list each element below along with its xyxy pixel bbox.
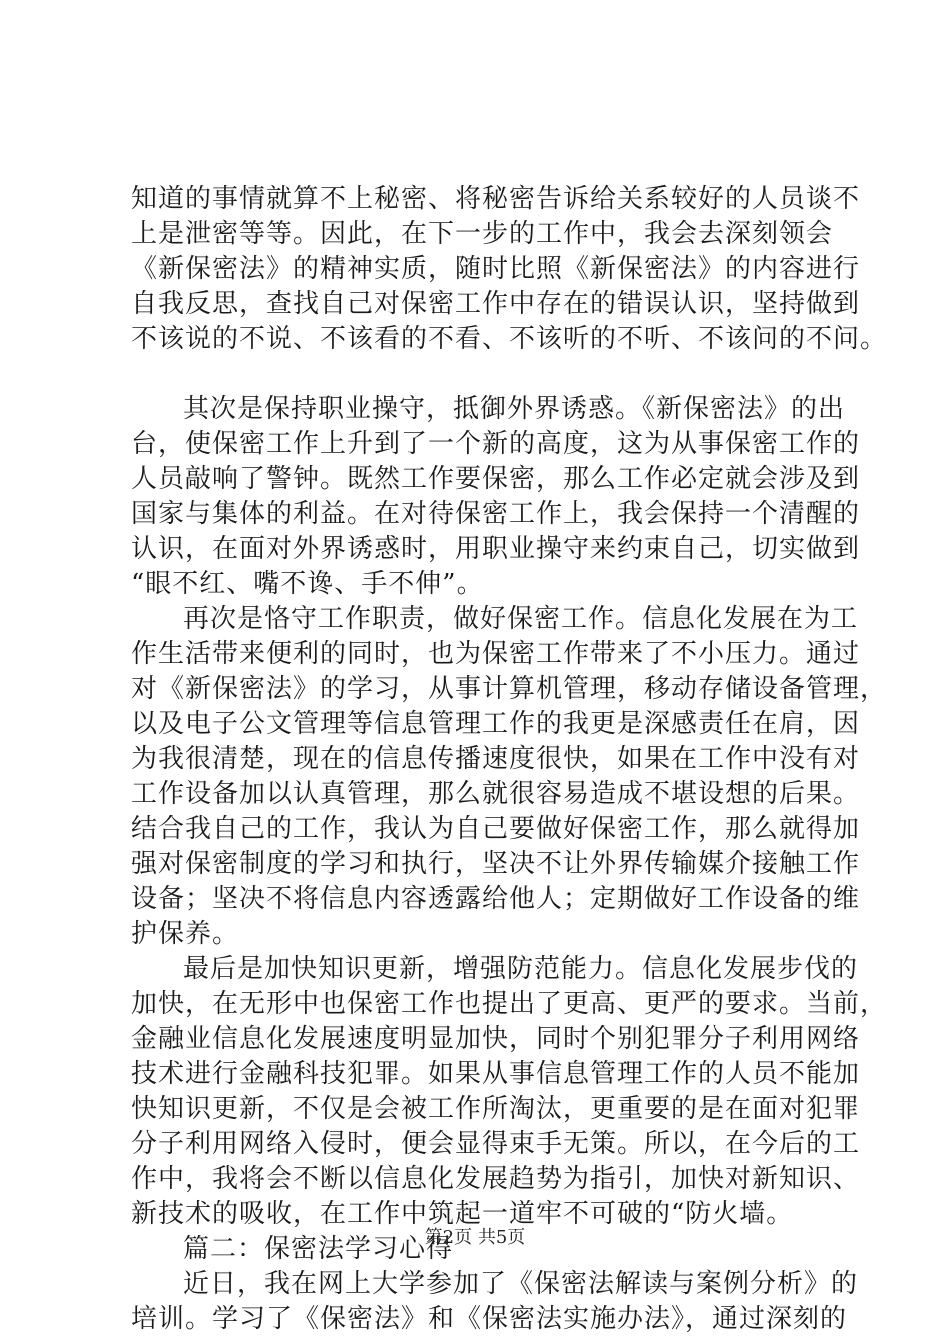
text-line: 培训。学习了《保密法》和《保密法实施办法》，通过深刻的 bbox=[131, 1304, 848, 1334]
text-line: “眼不红、嘴不谗、手不伸”。 bbox=[131, 569, 484, 599]
text-line: 技术进行金融科技犯罪。如果从事信息管理工作的人员不能加 bbox=[131, 1059, 861, 1089]
text-line: 不该说的不说、不该看的不看、不该听的不听、不该问的不问。 bbox=[131, 324, 888, 354]
text-line: 上是泄密等等。因此，在下一步的工作中，我会去深刻领会 bbox=[131, 219, 834, 249]
text-line: 加快，在无形中也保密工作也提出了更高、更严的要求。当前， bbox=[131, 989, 888, 1019]
document-body bbox=[131, 182, 888, 1337]
text-line: 新技术的吸收，在工作中筑起一道牢不可破的“防火墙。 bbox=[131, 1199, 794, 1229]
text-line: 为我很清楚，现在的信息传播速度很快，如果在工作中没有对 bbox=[131, 744, 861, 774]
text-line: 其次是保持职业操守，抵御外界诱惑。《新保密法》的出 bbox=[183, 394, 846, 424]
text-line: 人员敲响了警钟。既然工作要保密，那么工作必定就会涉及到 bbox=[131, 464, 861, 494]
text-line: 认识，在面对外界诱惑时，用职业操守来约束自己，切实做到 bbox=[131, 534, 861, 564]
text-line: 台，使保密工作上升到了一个新的高度，这为从事保密工作的 bbox=[131, 429, 861, 459]
text-line: 金融业信息化发展速度明显加快，同时个别犯罪分子利用网络 bbox=[131, 1024, 861, 1054]
text-line: 以及电子公文管理等信息管理工作的我更是深感责任在肩，因 bbox=[131, 709, 861, 739]
text-line: 设备；坚决不将信息内容透露给他人；定期做好工作设备的维 bbox=[131, 884, 861, 914]
text-line: 最后是加快知识更新，增强防范能力。信息化发展步伐的 bbox=[183, 954, 859, 984]
text-line: 再次是恪守工作职责，做好保密工作。信息化发展在为工 bbox=[183, 604, 859, 634]
text-line: 作生活带来便利的同时，也为保密工作带来了不小压力。通过 bbox=[131, 639, 861, 669]
text-line: 国家与集体的利益。在对待保密工作上，我会保持一个清醒的 bbox=[131, 499, 861, 529]
text-line: 工作设备加以认真管理，那么就很容易造成不堪设想的后果。 bbox=[131, 779, 861, 809]
text-line: 结合我自己的工作，我认为自己要做好保密工作，那么就得加 bbox=[131, 814, 861, 844]
text-line: 护保养。 bbox=[131, 919, 240, 949]
text-line: 知道的事情就算不上秘密、将秘密告诉给关系较好的人员谈不 bbox=[131, 184, 861, 214]
text-line: 《新保密法》的精神实质，随时比照《新保密法》的内容进行 bbox=[131, 254, 861, 284]
text-line: 分子利用网络入侵时，便会显得束手无策。所以，在今后的工 bbox=[131, 1129, 861, 1159]
text-line: 篇二：保密法学习心得 bbox=[183, 1234, 454, 1264]
text-line: 快知识更新，不仅是会被工作所淘汰，更重要的是在面对犯罪 bbox=[131, 1094, 861, 1124]
text-line: 近日，我在网上大学参加了《保密法解读与案例分析》的 bbox=[183, 1269, 859, 1299]
text-line: 自我反思，查找自己对保密工作中存在的错误认识，坚持做到 bbox=[131, 289, 861, 319]
page-footer: 第2页 共5页 bbox=[424, 1227, 526, 1248]
text-line: 作中，我将会不断以信息化发展趋势为指引，加快对新知识、 bbox=[131, 1164, 861, 1194]
text-line: 对《新保密法》的学习，从事计算机管理，移动存储设备管理， bbox=[131, 674, 888, 704]
text-line: 强对保密制度的学习和执行，坚决不让外界传输媒介接触工作 bbox=[131, 849, 861, 879]
paragraph-spacer bbox=[131, 357, 831, 392]
